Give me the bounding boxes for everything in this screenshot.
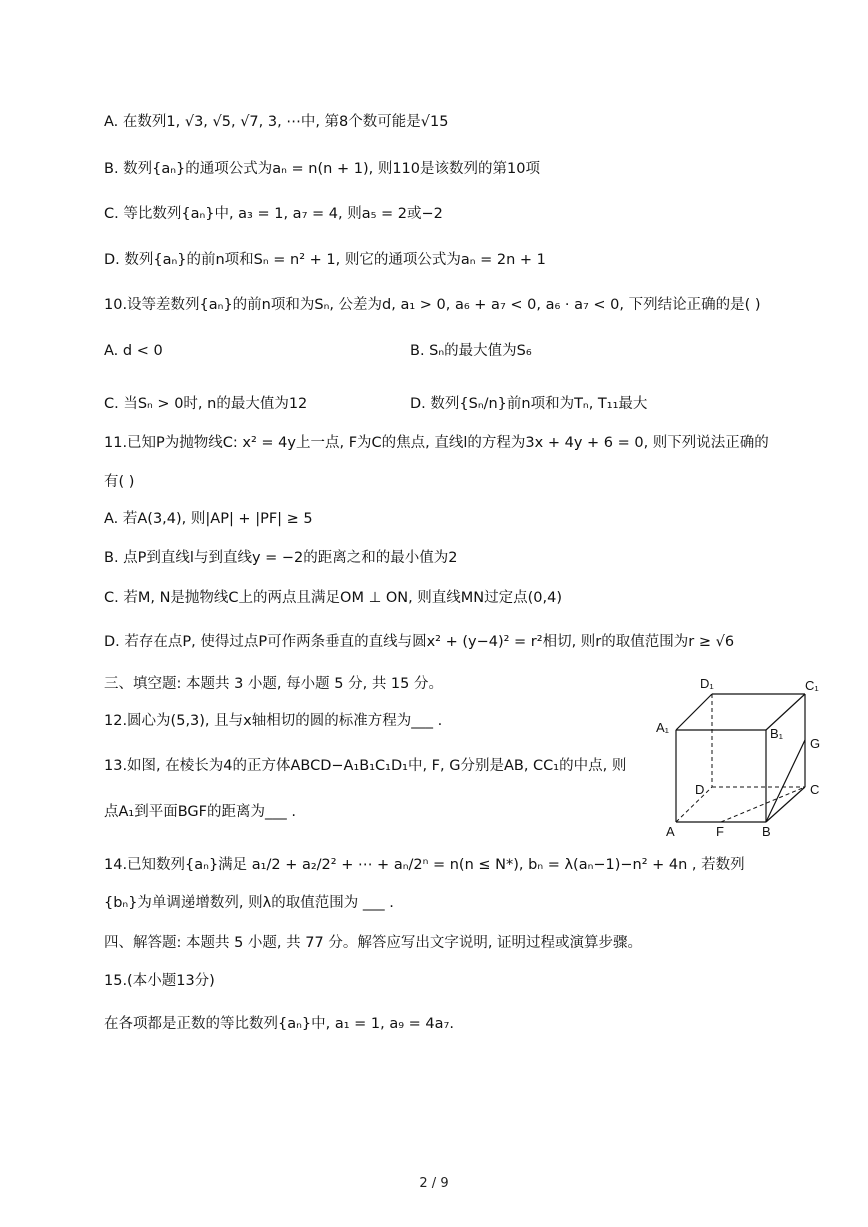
segment-FC <box>721 787 805 822</box>
section-answer-heading: 四、解答题: 本题共 5 小题, 共 77 分。解答应写出文字说明, 证明过程或演算步骤。 <box>104 935 643 951</box>
label-F: F <box>716 824 724 839</box>
q10-option-b: B. Sₙ的最大值为S₆ <box>410 343 532 359</box>
edge-B1C1 <box>766 694 805 730</box>
label-B1: B₁ <box>770 726 784 741</box>
q11-option-b: B. 点P到直线l与到直线y = −2的距离之和的最小值为2 <box>104 550 458 566</box>
edge-A1D1 <box>676 694 712 730</box>
q9-option-a: A. 在数列1, √3, √5, √7, 3, ⋯中, 第8个数可能是√15 <box>104 114 449 130</box>
label-A: A <box>666 824 675 839</box>
q9-option-d: D. 数列{aₙ}的前n项和Sₙ = n² + 1, 则它的通项公式为aₙ = 2n + 1 <box>104 252 546 268</box>
label-B: B <box>762 824 771 839</box>
segment-BG <box>766 740 805 822</box>
q9-option-c: C. 等比数列{aₙ}中, a₃ = 1, a₇ = 4, 则a₅ = 2或−2 <box>104 206 443 222</box>
page-number: 2 / 9 <box>419 1176 449 1191</box>
q15-title: 15.(本小题13分) <box>104 973 215 989</box>
label-D1: D₁ <box>700 676 714 691</box>
q10-stem: 10.设等差数列{aₙ}的前n项和为Sₙ, 公差为d, a₁ > 0, a₆ + a₇ < 0, a₆ · a₇ < 0, 下列结论正确的是( ) <box>104 297 761 313</box>
label-G: G <box>810 736 821 751</box>
q12: 12.圆心为(5,3), 且与x轴相切的圆的标准方程为___ . <box>104 713 443 729</box>
edge-BC <box>766 787 805 822</box>
q13-line1: 13.如图, 在棱长为4的正方体ABCD−A₁B₁C₁D₁中, F, G分别是AB, CC₁的中点, 则 <box>104 758 627 774</box>
label-C1: C₁ <box>805 678 819 693</box>
q10-option-c: C. 当Sₙ > 0时, n的最大值为12 <box>104 396 308 412</box>
q14-line2: {bₙ}为单调递增数列, 则λ的取值范围为 ___ . <box>104 895 394 911</box>
q10-option-d: D. 数列{Sₙ/n}前n项和为Tₙ, T₁₁最大 <box>410 396 648 412</box>
label-A1: A₁ <box>656 720 670 735</box>
q11-stem-line2: 有( ) <box>104 474 135 490</box>
q11-option-c: C. 若M, N是抛物线C上的两点且满足OM ⊥ ON, 则直线MN过定点(0,4) <box>104 590 563 606</box>
q14-line1: 14.已知数列{aₙ}满足 a₁/2 + a₂/2² + ⋯ + aₙ/2ⁿ = n(n ≤ N*), bₙ = λ(aₙ−1)−n² + 4n , 若数列 <box>104 857 745 873</box>
label-C: C <box>810 782 820 797</box>
q10-option-a: A. d < 0 <box>104 343 163 359</box>
q15-stem: 在各项都是正数的等比数列{aₙ}中, a₁ = 1, a₉ = 4a₇. <box>104 1016 454 1032</box>
q9-option-b: B. 数列{aₙ}的通项公式为aₙ = n(n + 1), 则110是该数列的第10项 <box>104 161 540 177</box>
edge-AD <box>676 787 712 822</box>
q11-option-a: A. 若A(3,4), 则|AP| + |PF| ≥ 5 <box>104 511 313 527</box>
section-fill-in-heading: 三、填空题: 本题共 3 小题, 每小题 5 分, 共 15 分。 <box>104 676 443 692</box>
label-D: D <box>695 782 705 797</box>
cube-figure <box>650 672 830 842</box>
q13-line2: 点A₁到平面BGF的距离为___ . <box>104 804 296 820</box>
q11-option-d: D. 若存在点P, 使得过点P可作两条垂直的直线与圆x² + (y−4)² = r²相切, 则r的取值范围为r ≥ √6 <box>104 634 735 650</box>
q11-stem-line1: 11.已知P为抛物线C: x² = 4y上一点, F为C的焦点, 直线l的方程为3x + 4y + 6 = 0, 则下列说法正确的 <box>104 435 769 451</box>
